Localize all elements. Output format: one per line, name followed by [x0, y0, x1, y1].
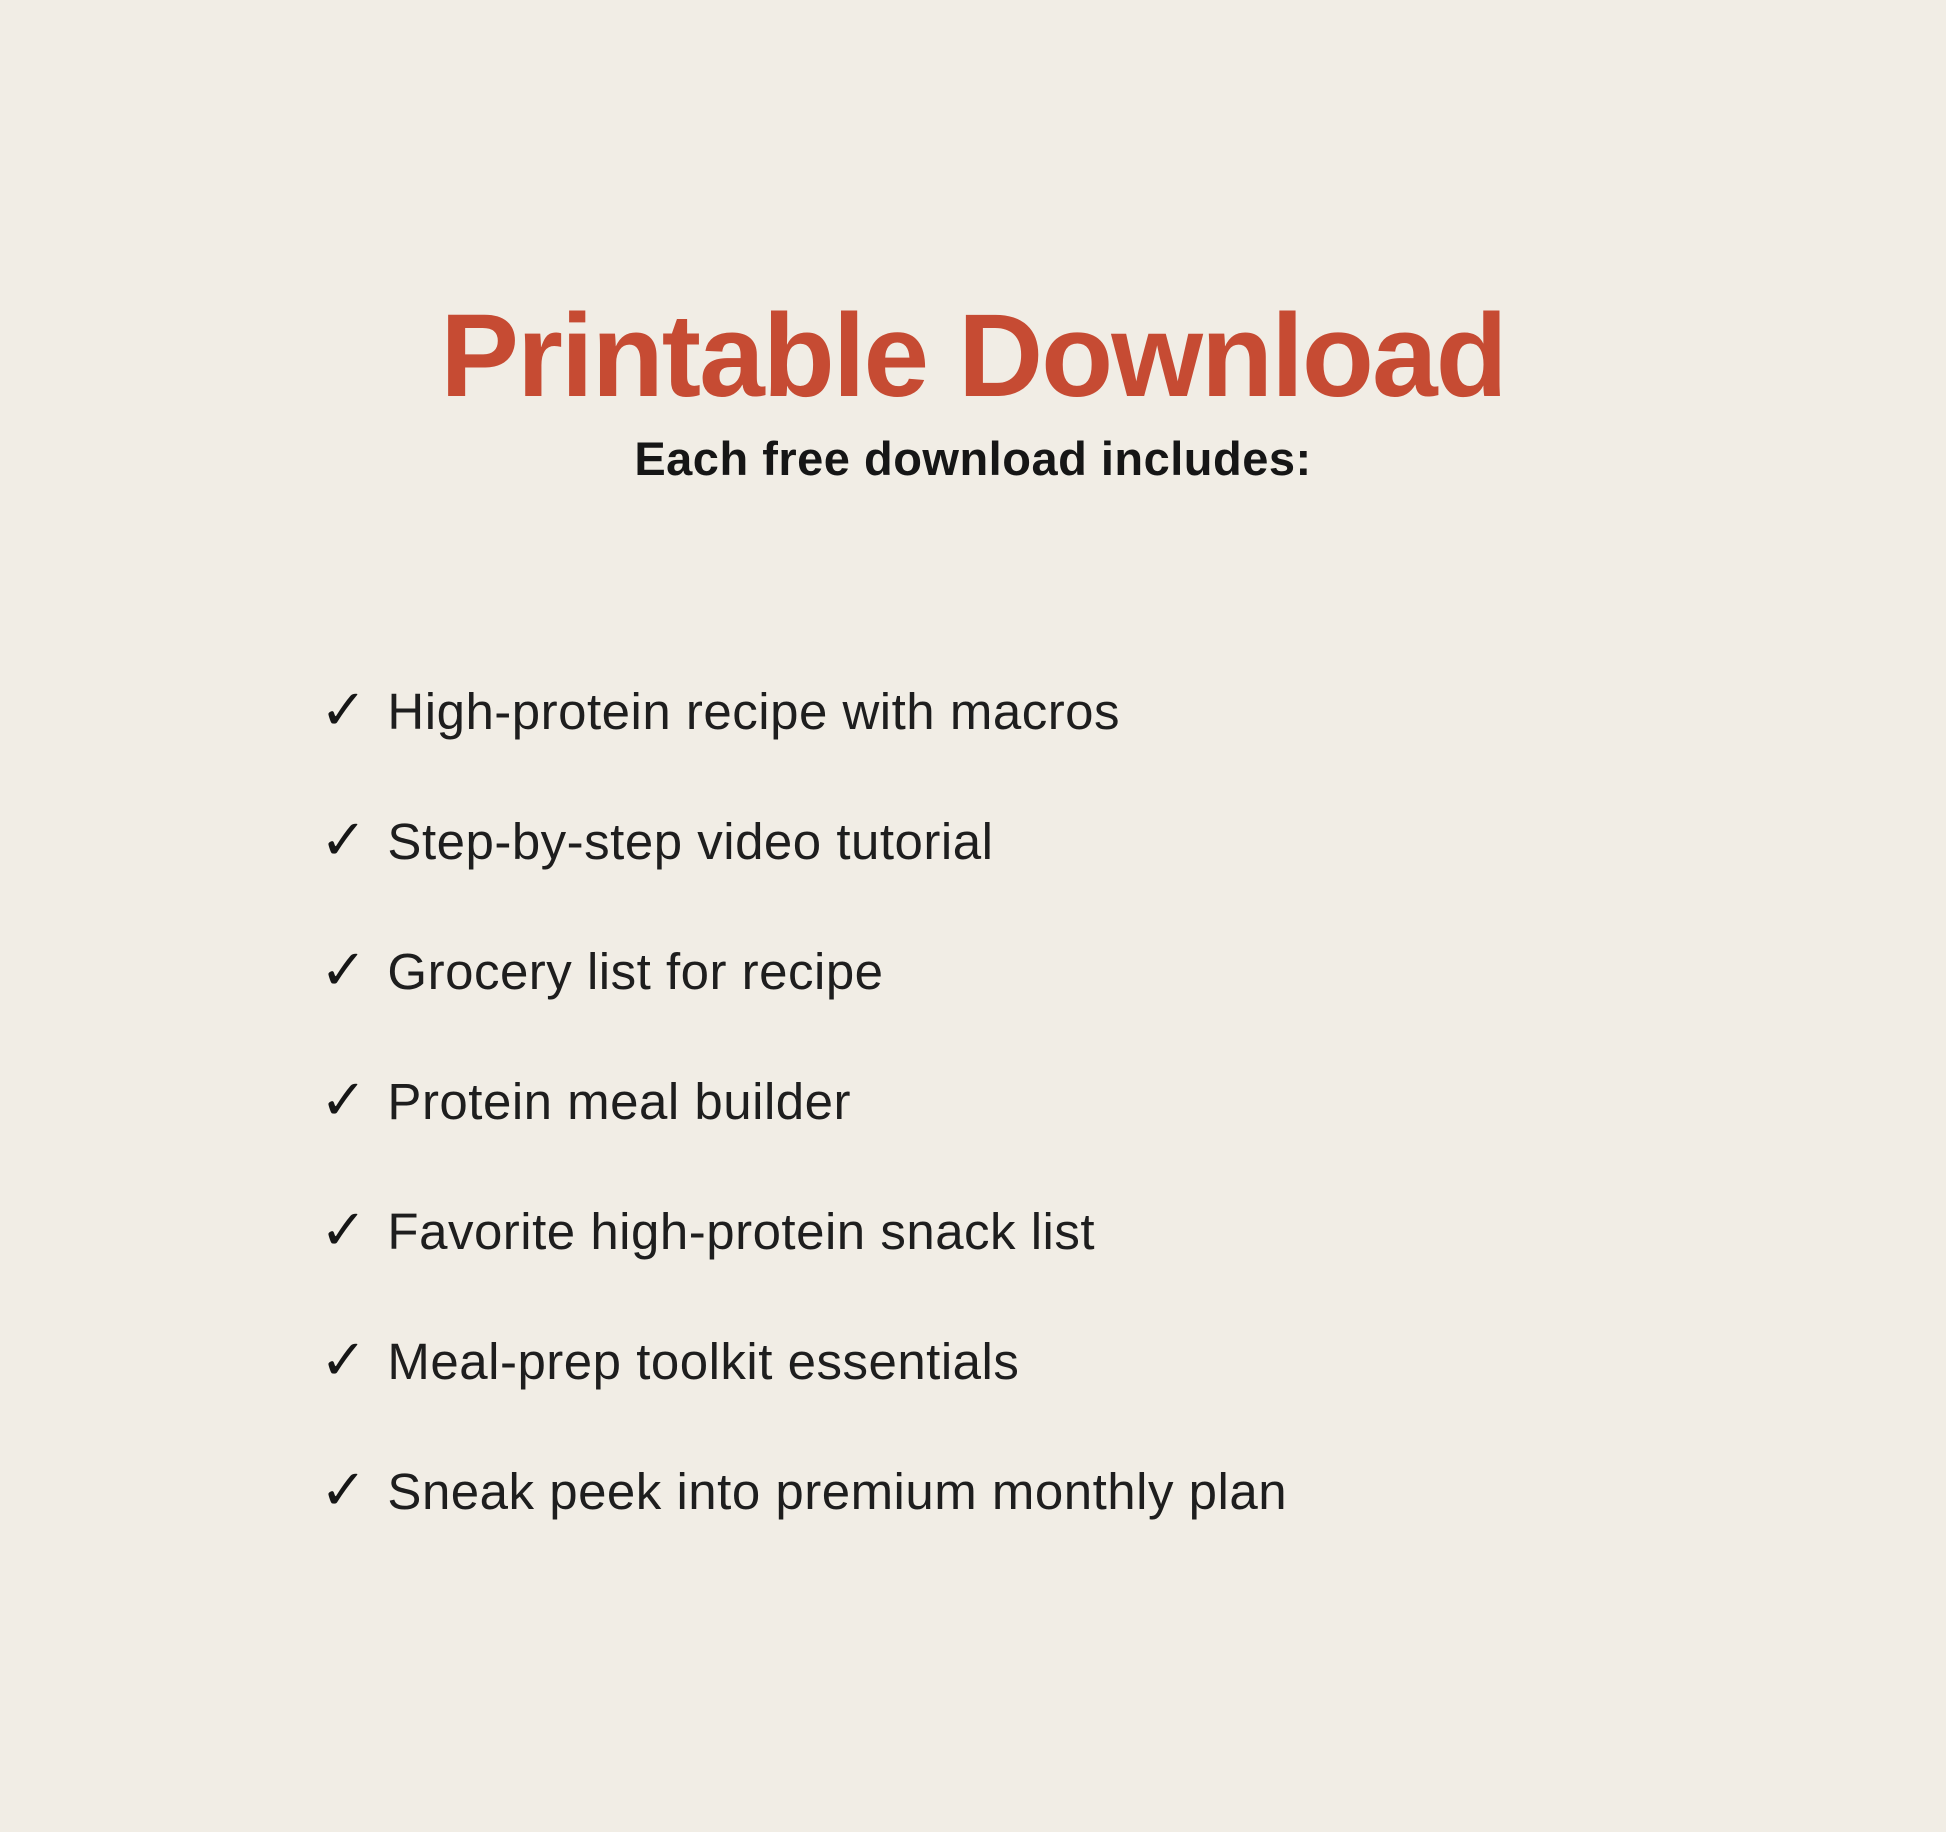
list-item	[320, 1427, 1786, 1557]
list-item-label: High-protein recipe with macros	[387, 683, 1121, 741]
list-item	[320, 1037, 1786, 1167]
checkmark-icon: ✓	[320, 1328, 368, 1391]
checkmark-icon: ✓	[320, 678, 368, 741]
list-item	[320, 1297, 1786, 1427]
list-item-label: Meal-prep toolkit essentials	[387, 1333, 1020, 1391]
list-item-label: Protein meal builder	[387, 1073, 851, 1131]
list-item-label: Step-by-step video tutorial	[387, 813, 994, 871]
checkmark-icon: ✓	[320, 938, 368, 1001]
checkmark-icon: ✓	[320, 1068, 368, 1131]
list-item	[320, 777, 1786, 907]
list-item-label: Grocery list for recipe	[387, 943, 884, 1001]
list-item-label: Favorite high-protein snack list	[387, 1203, 1096, 1261]
list-item-label: Sneak peek into premium monthly plan	[387, 1463, 1288, 1521]
page-title: Printable Download	[440, 290, 1506, 423]
checkmark-icon: ✓	[320, 1198, 368, 1261]
page-subtitle: Each free download includes:	[634, 432, 1312, 485]
list-item	[320, 907, 1786, 1037]
feature-checklist	[320, 647, 1786, 1557]
checkmark-icon: ✓	[320, 1458, 368, 1521]
list-item	[320, 647, 1786, 777]
list-item	[320, 1167, 1786, 1297]
checkmark-icon: ✓	[320, 808, 368, 871]
